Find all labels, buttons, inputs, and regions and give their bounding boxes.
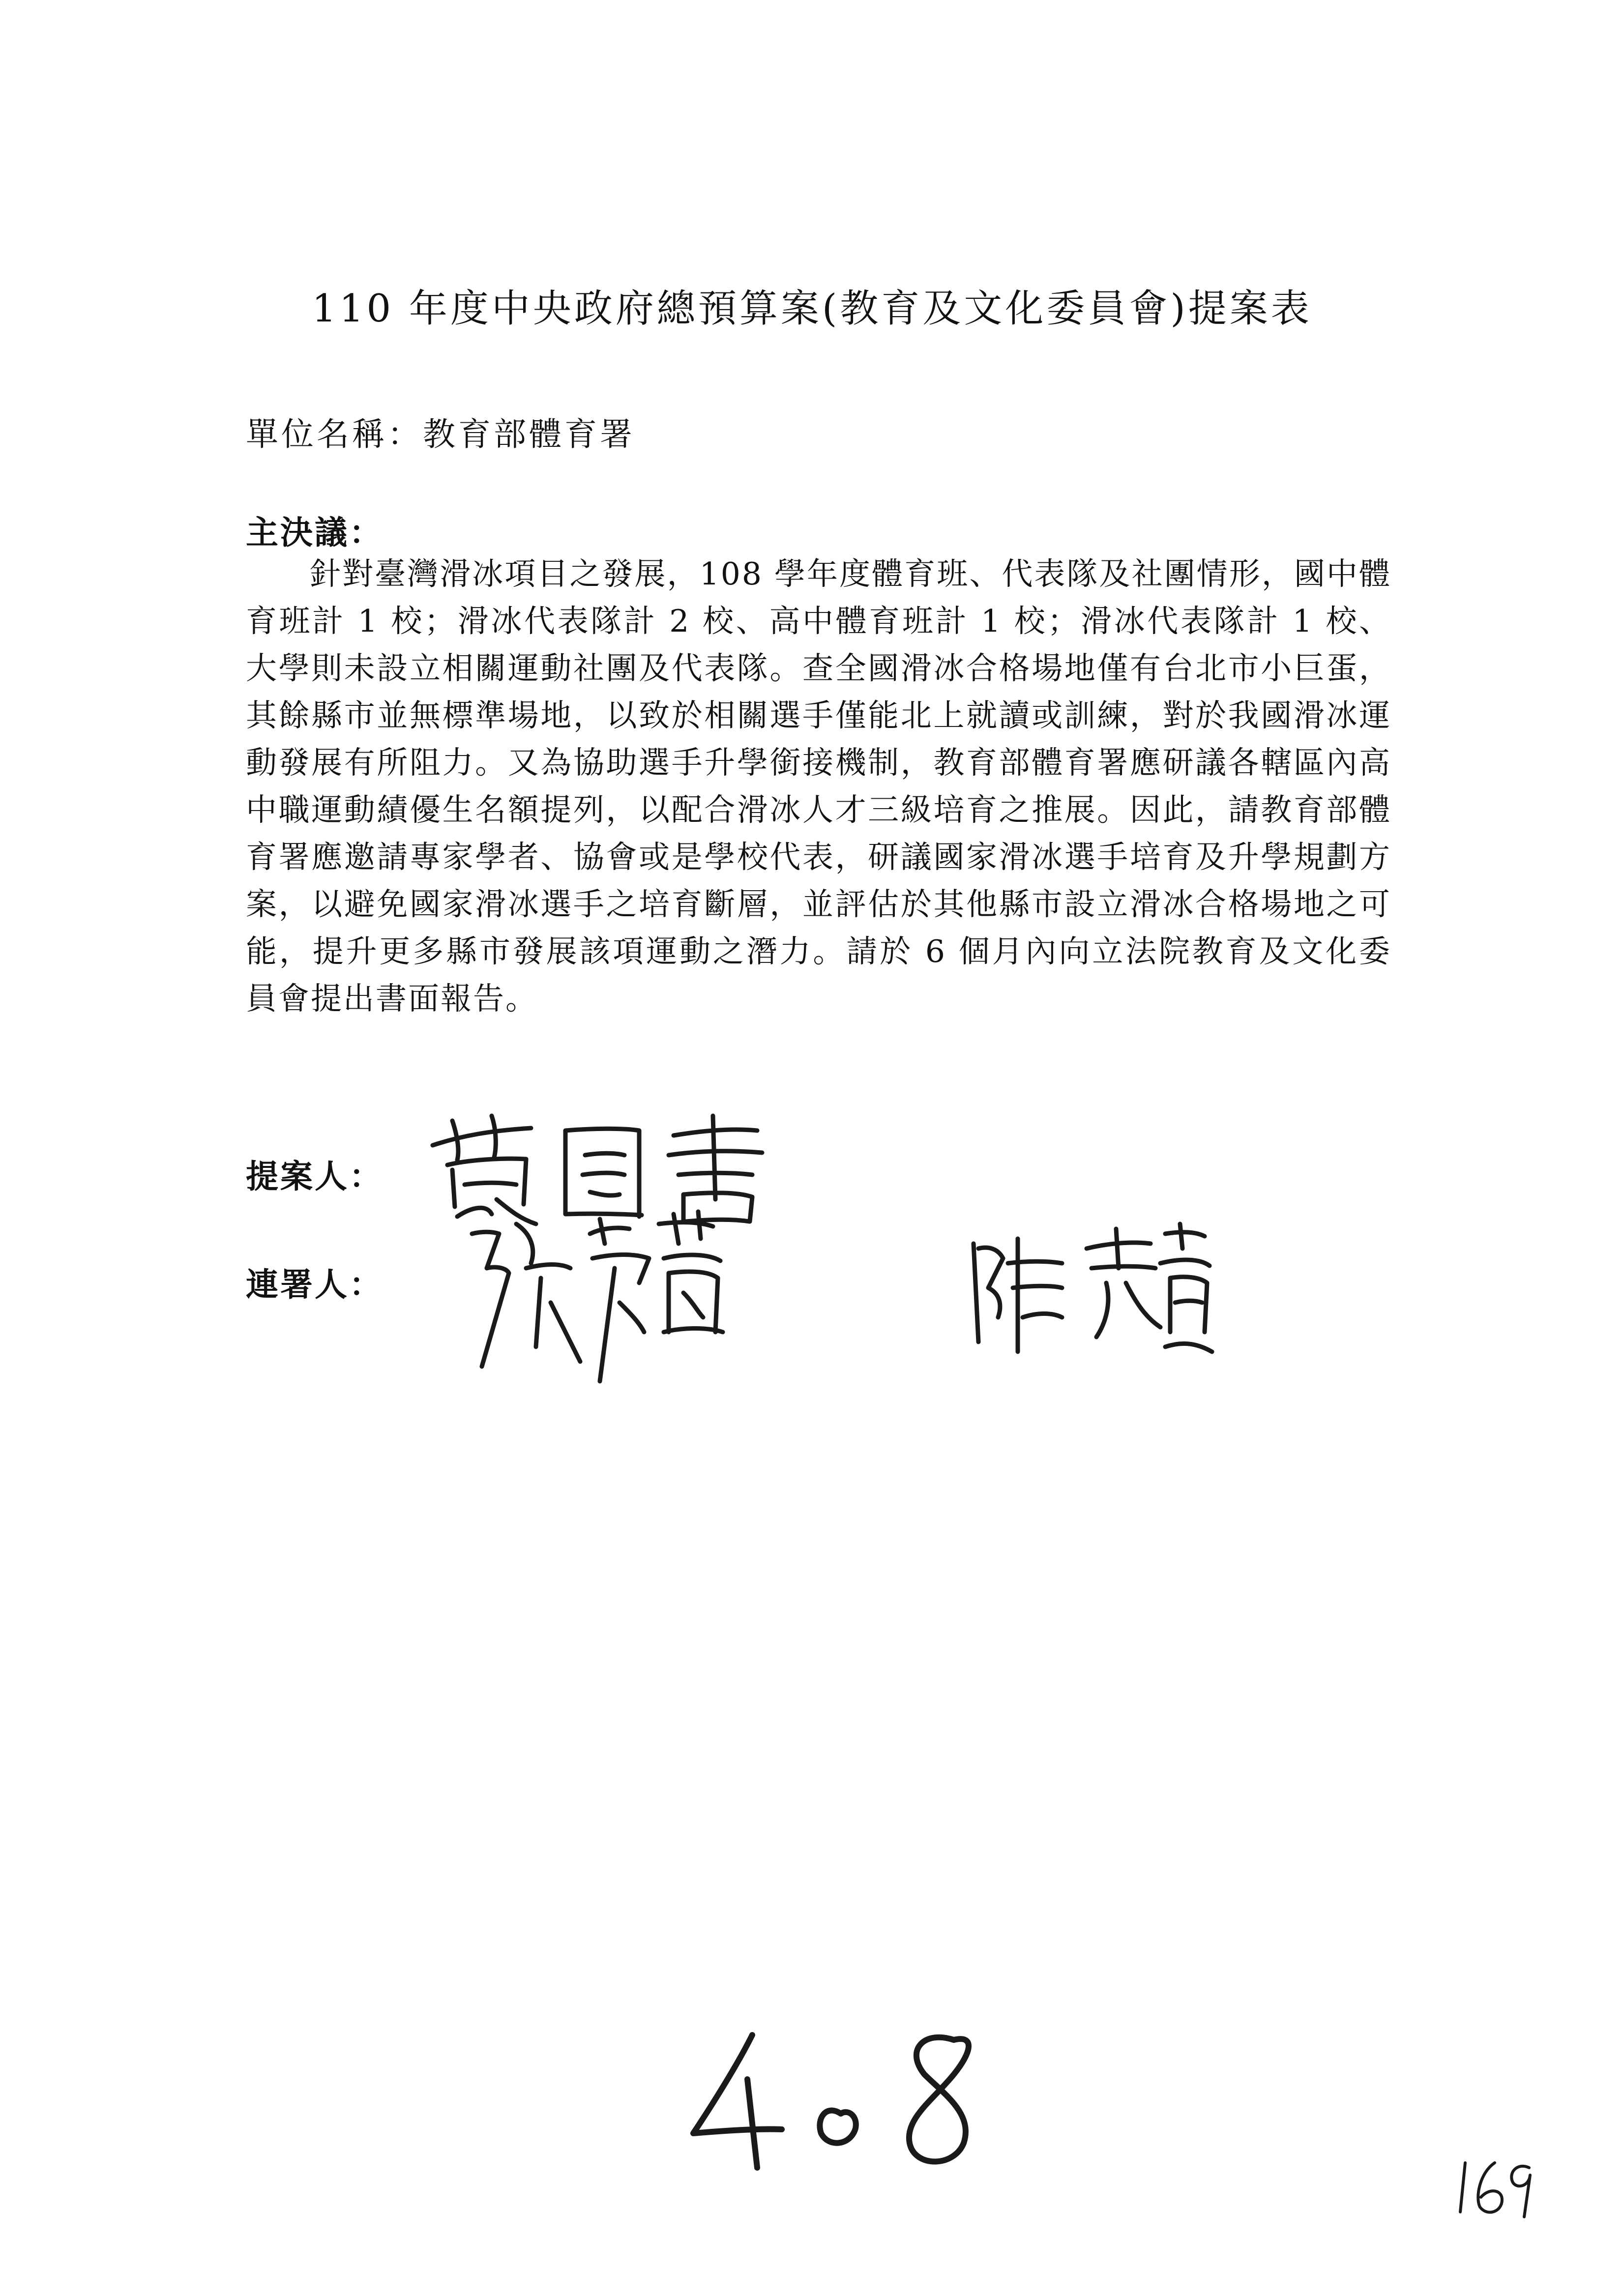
- resolution-heading: 主決議：: [246, 514, 384, 552]
- proposer-label: 提案人：: [246, 1158, 384, 1195]
- cosigner-signature-2: [959, 1219, 1214, 1366]
- cosigner-signature-1: [452, 1204, 728, 1391]
- handwritten-page-mark: [679, 2020, 993, 2178]
- cosigner-label: 連署人：: [246, 1266, 384, 1304]
- page-title: 110 年度中央政府總預算案(教育及文化委員會)提案表: [312, 287, 1312, 331]
- resolution-body: 針對臺灣滑冰項目之發展，108 學年度體育班、代表隊及社團情形，國中體育班計 1 校；滑冰代表隊計 2 校、高中體育班計 1 校；滑冰代表隊計 1 校、大學則未設立相關運動社團及代表隊。查全國滑冰合格場地僅有台北市小巨蛋，其餘縣市並無標準場地，以致於相關選手僅能北上就讀或訓練，對於我國滑冰運動發展有所阻力。又為協助選手升學銜接機制，教育部體育署應研議各轄區內高中職運動績優生名額提列，以配合滑冰人才三級培育之推展。因此，請教育部體育署應邀請專家學者、協會或是學校代表，研議國家滑冰選手培育及升學規劃方案，以避免國家滑冰選手之培育斷層，並評估於其他縣市設立滑冰合格場地之可能，提升更多縣市發展該項運動之潛力。請於 6 個月內向立法院教育及文化委員會提出書面報告。: [246, 556, 1391, 1017]
- handwritten-corner-number: [1450, 2143, 1539, 2222]
- unit-name-line: 單位名稱：教育部體育署: [246, 415, 635, 453]
